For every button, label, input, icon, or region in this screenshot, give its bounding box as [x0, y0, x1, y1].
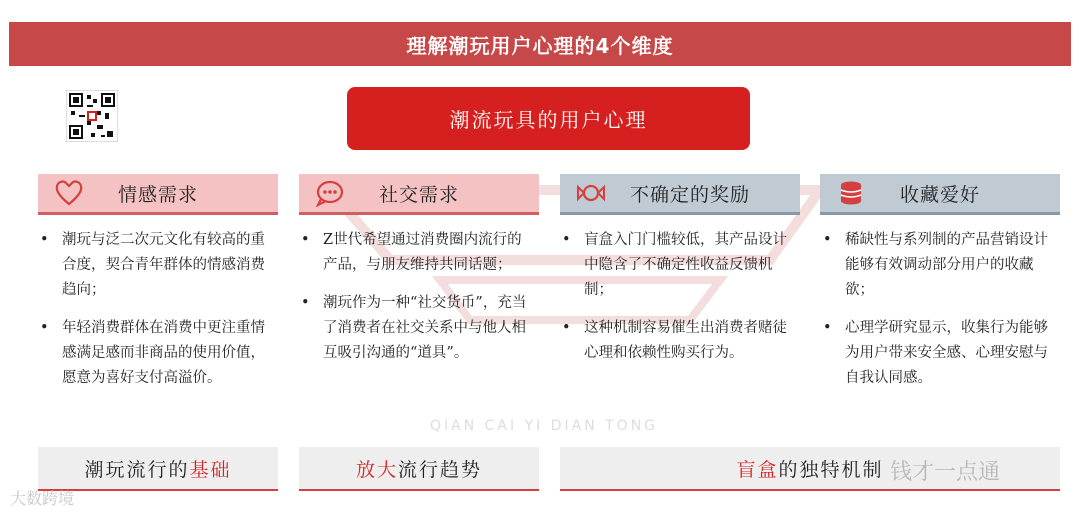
footer-foundation: 潮玩流行的 基础	[38, 447, 278, 491]
watermark-brand: 钱才一点通	[890, 460, 1001, 485]
list-item: • 盲盒入门门槛较低，其产品设计中隐含了不确定性收益反馈机制；	[562, 232, 787, 298]
heading-emotional-needs: 情感需求	[38, 174, 278, 215]
footer-amplify: 放大 流行趋势	[299, 447, 539, 491]
chat-bubble-icon	[315, 179, 345, 207]
list-item: • 稀缺性与系列制的产品营销设计能够有效调动部分用户的收藏欲；	[823, 232, 1048, 298]
list-item: • 潮玩作为一种“社交货币”，充当了消费者在社交关系中与他人相互吸引沟通的“道具”。	[301, 295, 527, 361]
list-item: • 这种机制容易催生出消费者赌徒心理和依赖性购买行为。	[562, 320, 787, 361]
candy-icon	[576, 179, 606, 207]
bullet-list-emotional	[40, 228, 270, 404]
qr-code-icon	[67, 91, 117, 141]
list-item: • Z世代希望通过消费圈内流行的产品，与朋友维持共同话题；	[301, 232, 522, 273]
bullet-list-social	[301, 228, 531, 379]
heading-collecting-hobby: 收藏爱好	[820, 174, 1060, 215]
watermark-latin-text: QIAN CAI YI DIAN TONG	[430, 418, 659, 434]
list-item: • 年轻消费群体在消费中更注重情感满足感而非商品的使用价值，愿意为喜好支付高溢价。	[40, 320, 265, 386]
footer-mechanism: 盲盒 的独特机制	[560, 447, 1060, 491]
heading-social-needs: 社交需求	[299, 174, 539, 215]
list-item: • 心理学研究显示，收集行为能够为用户带来安全感、心理安慰与自我认同感。	[823, 320, 1048, 386]
list-item: • 潮玩与泛二次元文化有较高的重合度，契合青年群体的情感消费趋向；	[40, 232, 265, 298]
bullet-list-reward	[562, 228, 792, 379]
page-title: 理解潮玩用户心理的4个维度	[9, 22, 1071, 66]
qr-code	[66, 90, 118, 142]
heading-uncertain-reward: 不确定的奖励	[560, 174, 800, 215]
bullet-list-collecting	[823, 228, 1053, 404]
heart-icon	[54, 179, 84, 207]
central-topic-box: 潮流玩具的用户心理	[347, 87, 750, 150]
coin-stack-icon	[836, 179, 866, 207]
watermark-left: 大数跨境	[10, 489, 75, 508]
